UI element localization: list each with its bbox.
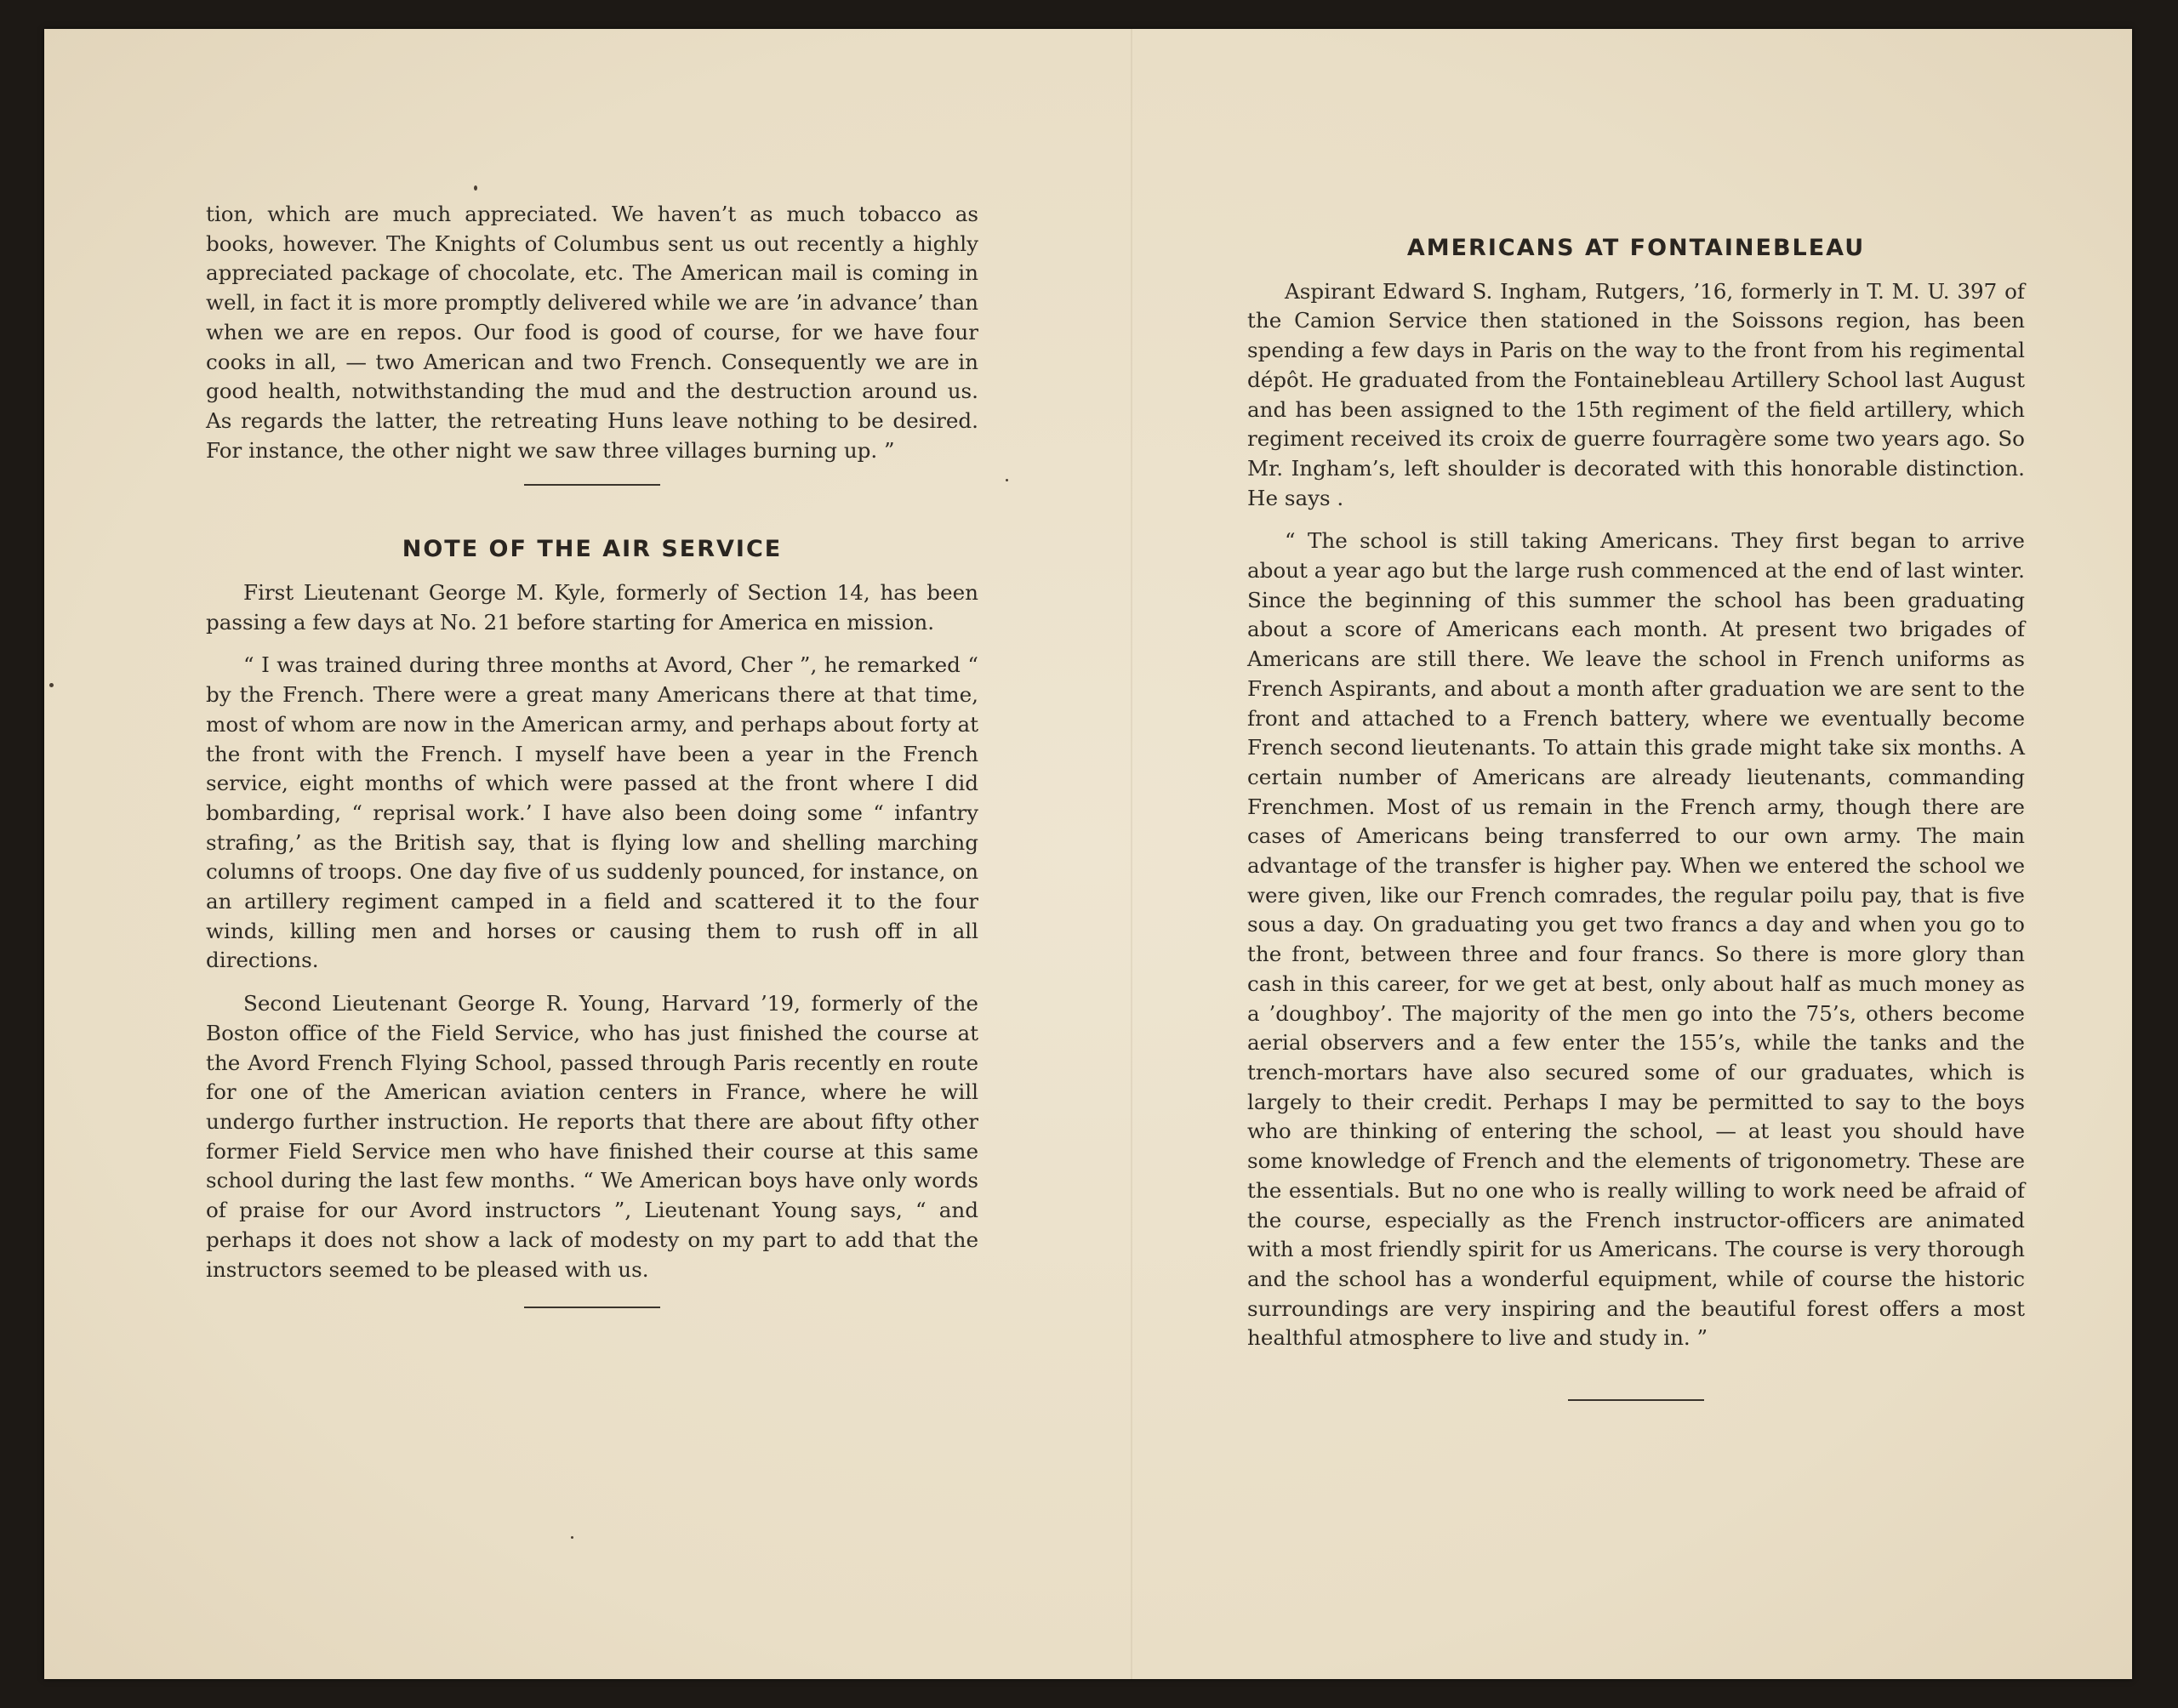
ingham-paragraph: Aspirant Edward S. Ingham, Rutgers, ’16, formerly in T. M. U. 397 of the Camion Service then stationed in the Soissons region, has been spending a few days in Paris on the way to the front from his regimental dépôt. He graduated from the Fontainebleau Artillery School last August and has been assigned to the 15th regiment of the field artillery, which regiment received its croix de guerre fourragère some two years ago. So Mr. Ingham’s, left shoulder is decorated with this honorable distinction. He says . xyxy=(1247,278,2025,510)
section-divider-rule xyxy=(524,484,660,486)
young-paragraph: Second Lieutenant George R. Young, Harvard ’19, formerly of the Boston office of the Field Service, who has just finished the course at the Avord French Flying School, passed through Paris recently en route for one of the American aviation centers in France, where he will undergo further instruction. He reports that there are about fifty other former Field Service men who have finished their course at this same school during the last few months. “ We American boys have only words of praise for our Avord instructors ”, Lieutenant Young says, “ and perhaps it does not show a lack of modesty on my part to add that the instructors seemed to be pleased with us. xyxy=(206,991,978,1282)
end-divider-rule-right xyxy=(1568,1399,1704,1401)
right-page-column xyxy=(1247,234,2025,1401)
ingham-quote-paragraph: “ The school is still taking Americans. They first began to arrive about a year ago but the large rush commenced at the end of last winter. Since the beginning of this summer the school has been graduating about a score of Americans each month. At present two brigades of Americans are still there. We leave the school in French uniforms as French Aspirants, and about a month after graduation we are sent to the front and attached to a French battery, where we eventually become French second lieutenants. To attain this grade might take six months. A certain number of Americans are already lieutenants, commanding Frenchmen. Most of us remain in the French army, though there are cases of Americans being transferred to our own army. The main advantage of the transfer is higher pay. When we entered the school we were given, like our French comrades, the regular poilu pay, that is five sous a day. On graduating you get two francs a day and when you go to the front, between three and four francs. So there is more glory than cash in this career, for we get at best, only about half as much money as a ’doughboy’. The majority of the men go into the 75’s, others become aerial observers and a few enter the 155’s, while the tanks and the trench-mortars have also secured some of our graduates, which is largely to their credit. Perhaps I may be permitted to say to the boys who are thinking of entering the school, — at least you should have some knowledge of French and the elements of trigonometry. These are the essentials. But no one who is really willing to work need be afraid of the course, especially as the French instructor-officers are animated with a most friendly spirit for us Americans. The course is very thorough and the school has a wonderful equipment, while of course the historic surroundings are very inspiring and the beautiful forest offers a most healthful atmosphere to live and study in. ” xyxy=(1247,528,2025,1351)
paper-speck xyxy=(49,683,54,687)
continuation-paragraph: tion, which are much appreciated. We haven’t as much tobacco as books, however. The Knights of Columbus sent us out recently a highly appreciated package of chocolate, etc. The American mail is coming in well, in fact it is more promptly delivered while we are ’in advance’ than when we are en repos. Our food is good of course, for we have four cooks in all, — two American and two French. Consequently we are in good health, notwithstanding the mud and the destruction around us. As regards the latter, the retreating Huns leave nothing to be desired. For instance, the other night we saw three villages burning up. ” xyxy=(206,202,978,463)
paper-speck xyxy=(571,1536,573,1539)
kyle-quote-paragraph: “ I was trained during three months at Avord, Cher ”, he remarked “ by the French. There were a great many Americans there at that time, most of whom are now in the American army, and perhaps about forty at the front with the French. I myself have been a year in the French service, eight months of which were passed at the front where I did bombarding, “ reprisal work.’ I have also been doing some “ infantry strafing,’ as the British say, that is flying low and shelling marching columns of troops. One day five of us suddenly pounced, for instance, on an artillery regiment camped in a field and scattered it to the four winds, killing men and horses or causing them to rush off in all directions. xyxy=(206,652,978,973)
air-service-heading: NOTE OF THE AIR SERVICE xyxy=(402,536,783,563)
paper-speck xyxy=(1006,479,1008,481)
end-divider-rule xyxy=(524,1307,660,1308)
kyle-paragraph: First Lieutenant George M. Kyle, formerly of Section 14, has been passing a few days at No. 21 before starting for America en mission. xyxy=(206,580,978,635)
fontainebleau-heading: AMERICANS AT FONTAINEBLEAU xyxy=(1406,235,1866,261)
left-page-column xyxy=(206,200,978,1308)
center-fold xyxy=(1131,29,1132,1679)
paper-speck xyxy=(474,185,477,191)
